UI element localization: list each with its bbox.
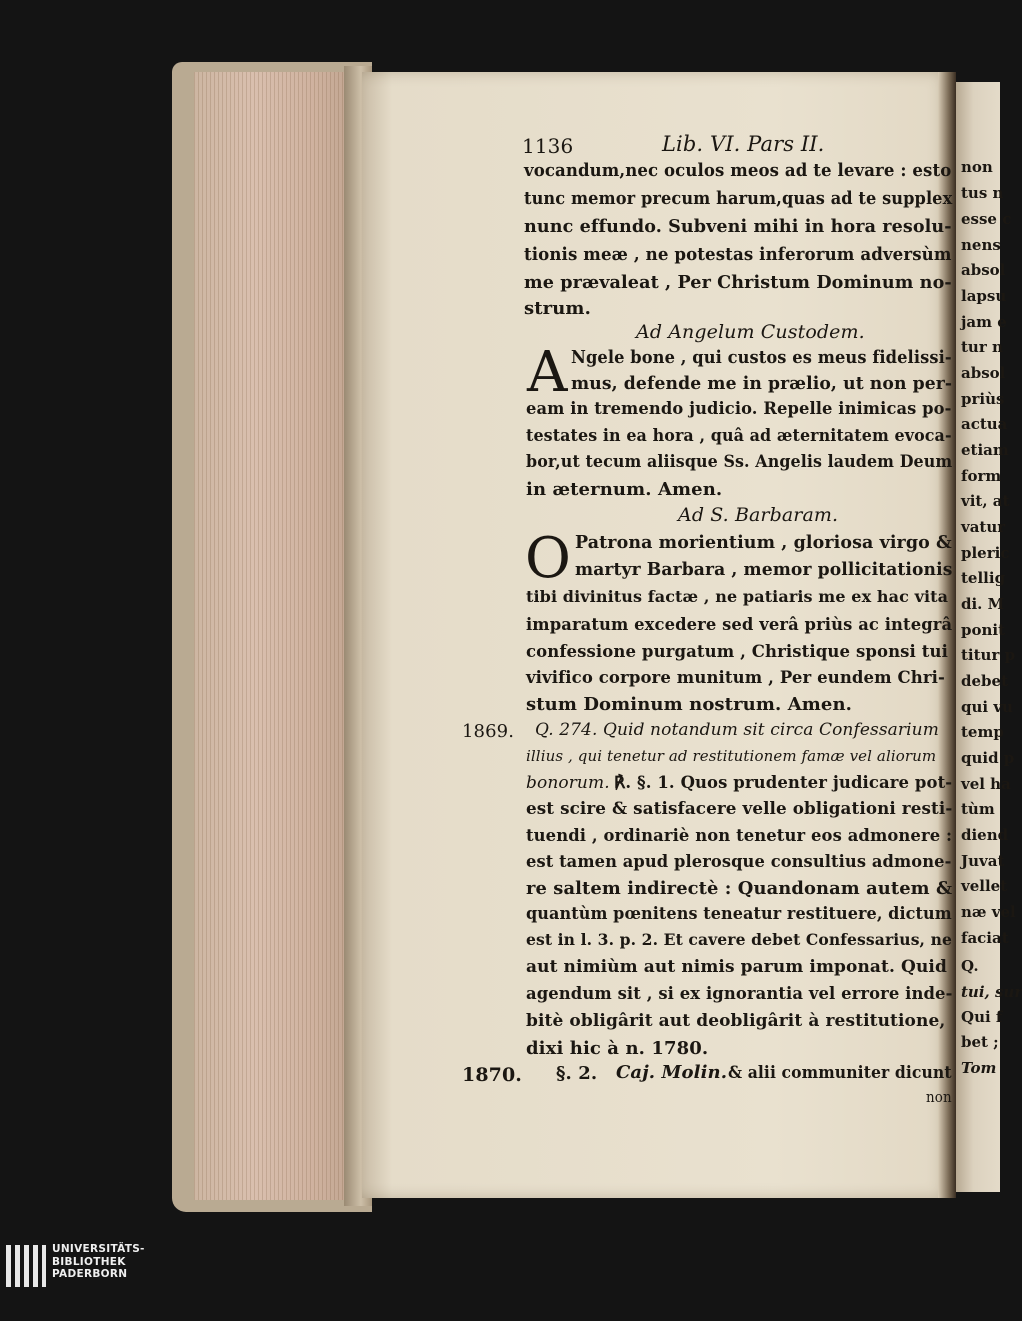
facing-line: lapsu	[961, 287, 1007, 305]
text-line: stum Dominum nostrum. Amen.	[526, 694, 853, 715]
text-line: in æternum. Amen.	[526, 479, 723, 500]
last-line-rest: & alii communiter dicunt	[728, 1063, 952, 1083]
section-heading-angelum: Ad Angelum Custodem.	[636, 321, 865, 343]
text-line: nunc effundo. Subveni mihi in hora resolu-	[524, 216, 952, 237]
answer-line: re saltem indirectè : Quandonam autem &	[526, 878, 953, 899]
facing-line: vatur	[961, 518, 1006, 536]
margin-number-1869: 1869.	[462, 721, 515, 742]
facing-line: Juvat	[961, 852, 1005, 870]
facing-line: non	[961, 158, 993, 176]
facing-line: tui, sur	[961, 983, 1022, 1001]
facing-line: bet ;	[961, 1033, 999, 1051]
answer-line: bitè obligârit aut deobligârit à restitutione,	[526, 1011, 946, 1031]
facing-line: temp	[961, 723, 1004, 741]
facing-line: qui vu	[961, 698, 1013, 716]
facing-line: tellig	[961, 569, 1006, 587]
library-name-line: BIBLIOTHEK	[52, 1255, 126, 1268]
facing-line: debet	[961, 672, 1008, 690]
answer-line: quantùm pœnitens teneatur restituere, dictum	[526, 904, 952, 924]
section-heading-barbaram: Ad S. Barbaram.	[678, 504, 839, 526]
facing-line: vellet	[961, 877, 1008, 895]
text-line: vocandum,nec oculos meos ad te levare : esto	[524, 160, 952, 181]
running-head: Lib. VI. Pars II.	[662, 132, 825, 156]
facing-line: etiam	[961, 441, 1009, 459]
question-line: bonorum.	[526, 773, 610, 793]
text-line: mus, defende me in prælio, ut non per-	[571, 373, 953, 394]
text-line: testates in ea hora , quâ ad æternitatem evoca-	[526, 426, 952, 445]
margin-number-1870: 1870.	[462, 1064, 522, 1086]
text-line: eam in tremendo judicio. Repelle inimicas po-	[526, 399, 952, 418]
question-line: illius , qui tenetur ad restitutionem famæ vel aliorum	[526, 747, 937, 765]
facing-line: quid p	[961, 749, 1015, 767]
facing-line: actua	[961, 415, 1008, 433]
text-line: tionis meæ , ne potestas inferorum adversùm	[524, 244, 952, 265]
facing-line: titur p	[961, 646, 1016, 664]
text-line: tunc memor precum harum,quas ad te supplex	[524, 188, 953, 209]
facing-line: diend	[961, 826, 1009, 844]
text-line: bor,ut tecum aliisque Ss. Angelis laudem Deum	[526, 452, 953, 471]
text-line: confessione purgatum , Christique sponsi tui	[526, 642, 948, 661]
facing-line: esse c	[961, 210, 1012, 228]
facing-line: ponit	[961, 621, 1006, 639]
facing-line: di. M	[961, 595, 1005, 613]
facing-line: nens	[961, 236, 1001, 254]
question-line: Q. 274. Quid notandum sit circa Confessarium	[535, 720, 939, 740]
answer-line: aut nimiùm aut nimis parum imponat. Quid	[526, 957, 947, 977]
facing-line: tùm	[961, 800, 995, 818]
last-line-prefix: §. 2.	[556, 1063, 598, 1084]
text-line: martyr Barbara , memor pollicitationis	[575, 559, 953, 580]
text-line: Ngele bone , qui custos es meus fidelissi-	[571, 347, 952, 368]
book-fore-edge	[194, 72, 344, 1200]
facing-line: tur n	[961, 338, 1003, 356]
answer-line: agendum sit , si ex ignorantia vel errore inde-	[526, 984, 953, 1004]
facing-line: form	[961, 467, 1002, 485]
facing-line: tus n	[961, 184, 1004, 202]
answer-line: est scire & satisfacere velle obligationi resti-	[526, 799, 953, 819]
catchword: non	[926, 1088, 952, 1106]
facing-line: vit, at	[961, 492, 1010, 510]
text-line: strum.	[524, 298, 591, 319]
facing-line: Qui f	[961, 1008, 1003, 1026]
drop-cap-a: A	[527, 340, 568, 405]
page-number: 1136	[522, 134, 574, 158]
answer-line: tuendi , ordinariè non tenetur eos admonere :	[526, 826, 953, 846]
answer-line: est in l. 3. p. 2. Et cavere debet Confessarius, ne	[526, 930, 953, 949]
answer-line: est tamen apud plerosque consultius admone-	[526, 852, 952, 872]
facing-line: vel ha	[961, 775, 1011, 793]
facing-line: absol	[961, 261, 1006, 279]
facing-line: faciat	[961, 929, 1009, 947]
facing-line: jam e	[961, 313, 1007, 331]
facing-line: næ vel	[961, 903, 1016, 921]
text-line: Patrona morientium , gloriosa virgo &	[575, 532, 952, 553]
facing-line: pleric	[961, 544, 1010, 562]
drop-cap-o: O	[525, 526, 571, 591]
text-line: vivifico corpore munitum , Per eundem Chri-	[526, 668, 945, 687]
library-name	[52, 1243, 145, 1281]
library-name-line: PADERBORN	[52, 1268, 128, 1280]
answer-line: ℟. §. 1. Quos prudenter judicare pot-	[614, 773, 953, 792]
library-name-line: UNIVERSITÄTS-	[52, 1243, 145, 1255]
text-line: me prævaleat , Per Christum Dominum no-	[524, 272, 952, 293]
text-line: imparatum excedere sed verâ priùs ac integrâ	[526, 615, 953, 634]
text-line: tibi divinitus factæ , ne patiaris me ex hac vita	[526, 587, 949, 606]
author-name: Caj. Molin.	[616, 1062, 728, 1083]
library-logo-icon	[6, 1245, 48, 1287]
facing-line: absol	[961, 364, 1006, 382]
footer-bar	[0, 1230, 1000, 1321]
facing-page-text	[956, 82, 1022, 1192]
answer-line: dixi hic à n. 1780.	[526, 1038, 709, 1059]
facing-line: priùs	[961, 390, 1005, 408]
facing-line: Tom	[961, 1059, 997, 1077]
facing-line: Q.	[961, 957, 979, 975]
